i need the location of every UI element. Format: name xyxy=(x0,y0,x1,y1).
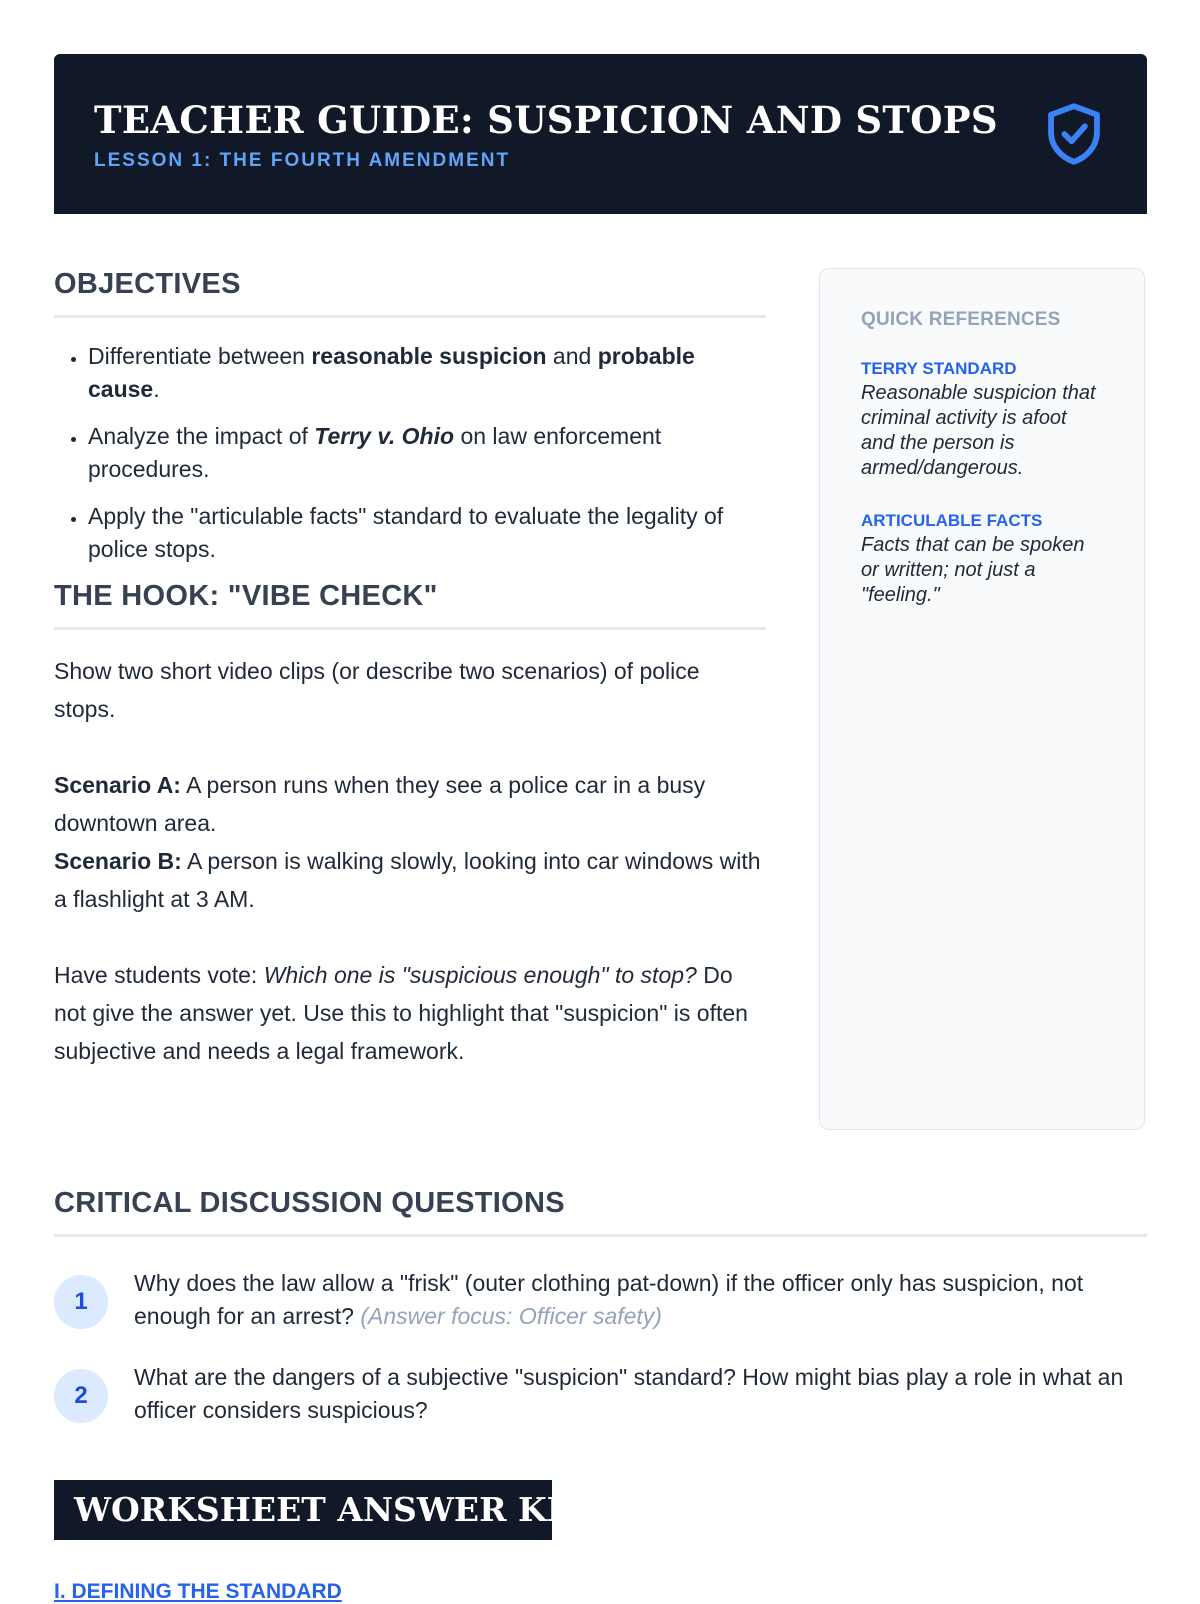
list-item: • Differentiate between reasonable suspicion and probable cause. xyxy=(88,340,766,406)
hook-heading: THE HOOK: "VIBE CHECK" xyxy=(54,580,766,630)
shield-check-icon xyxy=(1045,102,1103,166)
reference-item xyxy=(861,359,1104,481)
hook-intro: Show two short video clips (or describe two scenarios) of police stops. xyxy=(54,658,700,722)
discussion-question: 1 Why does the law allow a "frisk" (outer clothing pat-down) if the officer only has suspicion, not enough for an arrest? (Answer focus: Officer safety) xyxy=(54,1267,1147,1333)
discussion-section xyxy=(54,1187,1147,1427)
discussion-heading: CRITICAL DISCUSSION QUESTIONS xyxy=(54,1187,1147,1237)
quick-references-panel xyxy=(819,268,1145,1130)
answer-key-heading: WORKSHEET ANSWER KEY xyxy=(54,1480,552,1540)
reference-definition: Reasonable suspicion that criminal activity is afoot and the person is armed/dangerous. xyxy=(861,382,1096,479)
reference-definition: Facts that can be spoken or written; not just a "feeling." xyxy=(861,534,1085,606)
objectives-list xyxy=(54,340,766,566)
question-number-badge: 1 xyxy=(54,1275,108,1329)
answer-hint: (Answer focus: Officer safety) xyxy=(360,1303,662,1329)
list-item: • Analyze the impact of Terry v. Ohio on law enforcement procedures. xyxy=(88,420,766,486)
subsection-heading: I. DEFINING THE STANDARD xyxy=(54,1580,342,1603)
vote-instructions: Have students vote: Which one is "suspicious enough" to stop? Do not give the answer yet. Use this to highlight that "suspicion" is often subjective and needs a legal framework. xyxy=(54,962,748,1064)
page-header xyxy=(54,54,1147,214)
objectives-heading: OBJECTIVES xyxy=(54,268,766,318)
list-item: • Apply the "articulable facts" standard to evaluate the legality of police stops. xyxy=(88,500,766,566)
case-name: Terry v. Ohio xyxy=(314,423,455,449)
main-column xyxy=(54,268,766,1070)
hook-body xyxy=(54,652,766,1070)
reference-term: TERRY STANDARD xyxy=(861,359,1017,378)
lesson-subtitle: LESSON 1: THE FOURTH AMENDMENT xyxy=(94,150,511,171)
question-number-badge: 2 xyxy=(54,1369,108,1423)
reference-term: ARTICULABLE FACTS xyxy=(861,511,1043,530)
reference-item xyxy=(861,511,1104,608)
quick-references-title: QUICK REFERENCES xyxy=(861,309,1061,330)
scenario-b: Scenario B: A person is walking slowly, looking into car windows with a flashlight at 3 AM. xyxy=(54,848,761,912)
scenario-a: Scenario A: A person runs when they see a police car in a busy downtown area. xyxy=(54,772,706,836)
page-title: TEACHER GUIDE: SUSPICION AND STOPS xyxy=(94,98,998,142)
discussion-question: 2 What are the dangers of a subjective "suspicion" standard? How might bias play a role in what an officer considers suspicious? xyxy=(54,1361,1147,1427)
